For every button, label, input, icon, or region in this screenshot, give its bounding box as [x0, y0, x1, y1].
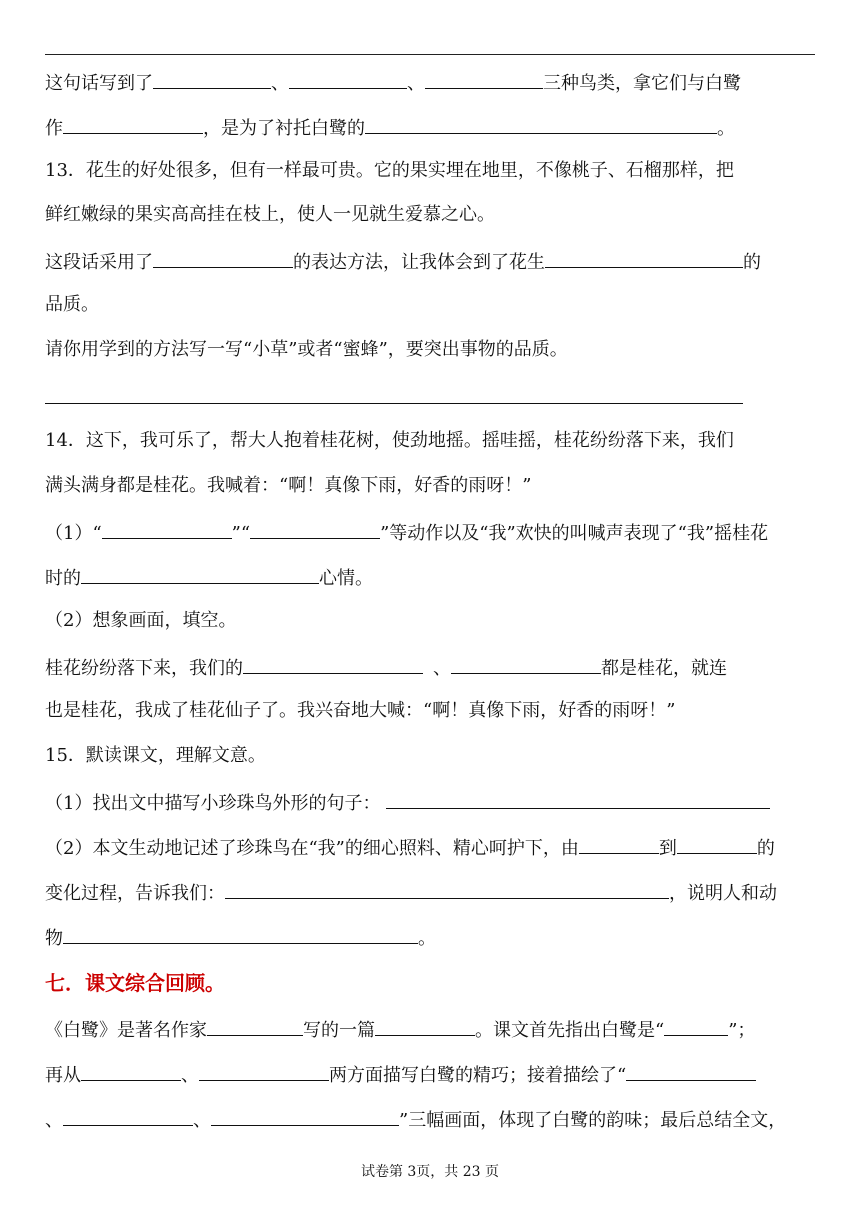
q14-part1 — [45, 518, 768, 544]
text: ”“ — [231, 523, 251, 544]
text: 、 — [193, 1110, 211, 1131]
answer-blank[interactable] — [451, 653, 601, 674]
answer-blank[interactable] — [365, 113, 717, 134]
text: 时的 — [45, 568, 81, 589]
answer-blank[interactable] — [63, 923, 418, 944]
answer-blank[interactable] — [199, 1060, 329, 1081]
review-line-1 — [45, 1015, 755, 1041]
q14-part1-cont — [45, 563, 373, 589]
text: 《白鹭》是著名作家 — [45, 1020, 207, 1041]
text: 再从 — [45, 1065, 81, 1086]
answer-blank[interactable] — [63, 1105, 193, 1126]
answer-blank[interactable] — [243, 653, 423, 674]
q13-question-end: 品质。 — [45, 294, 99, 315]
text: 、 — [181, 1065, 199, 1086]
text: 这句话写到了 — [45, 73, 153, 94]
text: 、 — [45, 1110, 63, 1131]
q15-title: 15．默读课文，理解文意。 — [45, 745, 266, 766]
answer-blank[interactable] — [102, 518, 232, 539]
review-line-2 — [45, 1060, 756, 1086]
review-line-3 — [45, 1105, 786, 1131]
answer-blank[interactable] — [386, 788, 770, 809]
q12-line-1 — [45, 68, 741, 94]
text: 、 — [433, 658, 451, 679]
answer-blank[interactable] — [375, 1015, 475, 1036]
q13-stem-1: 13．花生的好处很多，但有一样最可贵。它的果实埋在地里，不像桃子、石榴那样，把 — [45, 160, 734, 181]
q14-part2-cont: 也是桂花，我成了桂花仙子了。我兴奋地大喊：“啊！真像下雨，好香的雨呀！” — [45, 700, 676, 721]
answer-blank[interactable] — [664, 1015, 728, 1036]
text: 。课文首先指出白鹭是“ — [475, 1020, 665, 1041]
text: 。 — [717, 118, 735, 139]
q13-stem-2: 鲜红嫩绿的果实高高挂在枝上，使人一见就生爱慕之心。 — [45, 204, 495, 225]
answer-blank[interactable] — [211, 1105, 399, 1126]
answer-blank[interactable] — [250, 518, 380, 539]
text: 桂花纷纷落下来，我们的 — [45, 658, 243, 679]
text: 变化过程，告诉我们： — [45, 883, 225, 904]
top-rule — [45, 54, 815, 55]
writing-line[interactable] — [45, 403, 743, 404]
section-heading: 七．课文综合回顾。 — [45, 971, 225, 995]
answer-blank[interactable] — [289, 68, 407, 89]
text: 的表达方法，让我体会到了花生 — [293, 252, 545, 273]
answer-blank[interactable] — [579, 833, 659, 854]
text: 到 — [658, 838, 677, 859]
text: 写的一篇 — [303, 1020, 375, 1041]
text: ，是为了衬托白鹭的 — [203, 118, 365, 139]
text: 心情。 — [319, 568, 373, 589]
answer-blank[interactable] — [81, 1060, 181, 1081]
answer-blank[interactable] — [545, 247, 743, 268]
answer-blank[interactable] — [425, 68, 543, 89]
answer-blank[interactable] — [63, 113, 203, 134]
text: 都是桂花，就连 — [601, 658, 727, 679]
text: （1）找出文中描写小珍珠鸟外形的句子： — [45, 793, 381, 814]
answer-blank[interactable] — [153, 247, 293, 268]
answer-blank[interactable] — [81, 563, 319, 584]
q14-stem-2: 满头满身都是桂花。我喊着：“啊！真像下雨，好香的雨呀！” — [45, 475, 532, 496]
answer-blank[interactable] — [207, 1015, 303, 1036]
q14-part2-fill — [45, 653, 727, 679]
answer-blank[interactable] — [677, 833, 757, 854]
q14-part2: （2）想象画面，填空。 — [45, 610, 237, 631]
q15-part2-cont — [45, 878, 777, 904]
page-footer: 试卷第 3页，共 23 页 — [360, 1164, 500, 1180]
text: 这段话采用了 — [45, 252, 153, 273]
text: 。 — [418, 928, 436, 949]
text: ”等动作以及“我”欢快的叫喊声表现了“我”摇桂花 — [380, 523, 769, 544]
answer-blank[interactable] — [626, 1060, 756, 1081]
text: 、 — [271, 73, 289, 94]
answer-blank[interactable] — [225, 878, 669, 899]
text: 作 — [45, 118, 63, 139]
answer-blank[interactable] — [153, 68, 271, 89]
q12-line-2 — [45, 113, 735, 139]
text: 三种鸟类，拿它们与白鹭 — [543, 73, 741, 94]
text: ”； — [728, 1020, 756, 1041]
q13-question — [45, 247, 761, 273]
q15-part2 — [45, 833, 775, 859]
q15-part2-end — [45, 923, 436, 949]
text: （2）本文生动地记述了珍珠鸟在“我”的细心照料、精心呵护下，由 — [45, 838, 579, 859]
text: 的 — [743, 252, 761, 273]
q13-task: 请你用学到的方法写一写“小草”或者“蜜蜂”，要突出事物的品质。 — [45, 339, 568, 360]
text: 物 — [45, 928, 63, 949]
text: 、 — [407, 73, 425, 94]
text: ，说明人和动 — [669, 883, 777, 904]
text: 两方面描写白鹭的精巧；接着描绘了“ — [329, 1065, 627, 1086]
q14-stem-1: 14．这下，我可乐了，帮大人抱着桂花树，使劲地摇。摇哇摇，桂花纷纷落下来，我们 — [45, 430, 734, 451]
text: ”三幅画面，体现了白鹭的韵味；最后总结全文， — [399, 1110, 787, 1131]
text: （1）“ — [45, 523, 102, 544]
text: 的 — [756, 838, 775, 859]
q15-part1 — [45, 788, 770, 814]
